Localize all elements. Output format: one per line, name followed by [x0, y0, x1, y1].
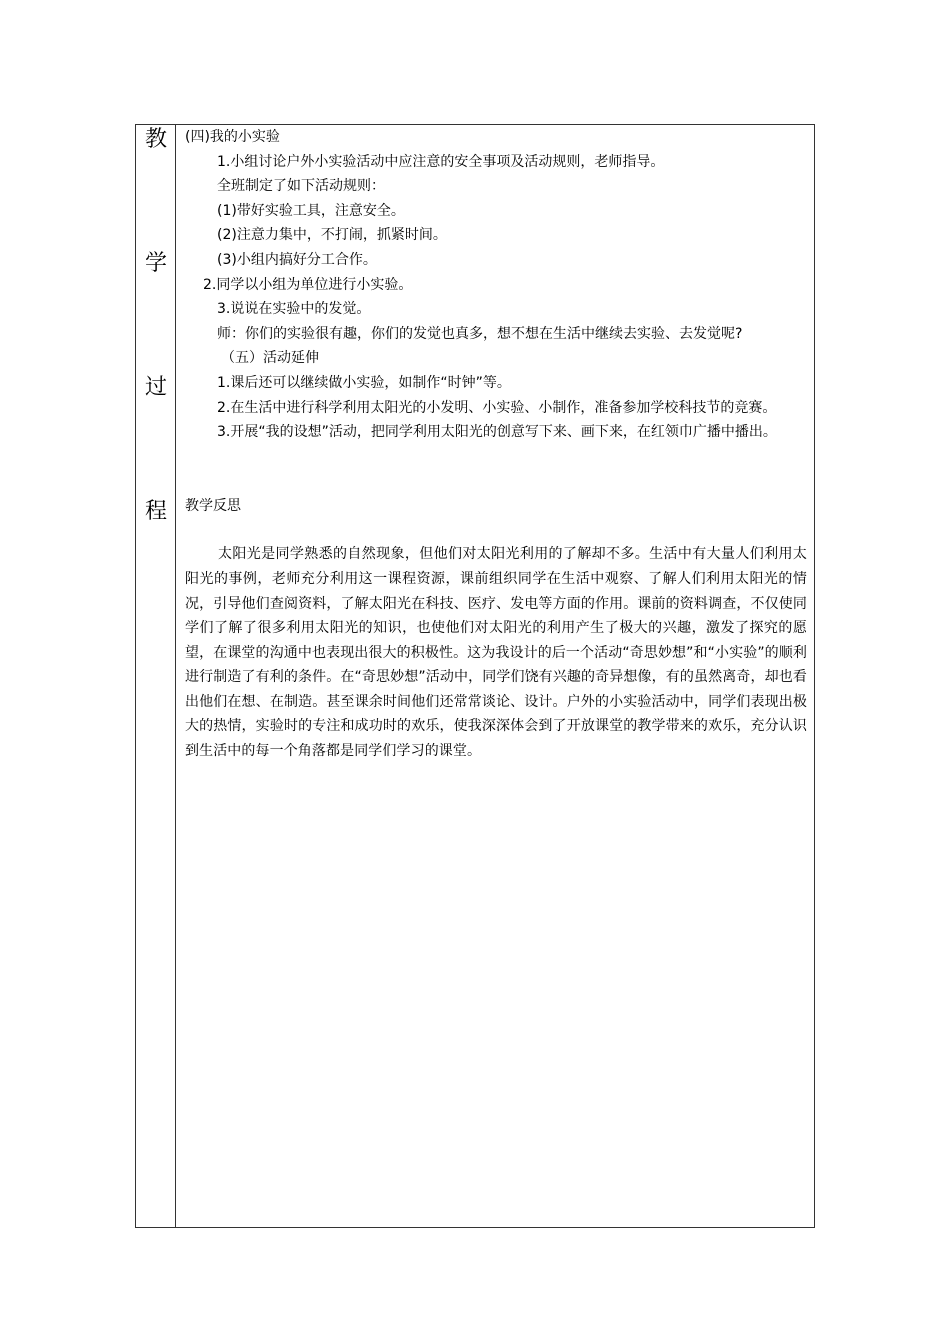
s5-item-3: 3.开展“我的设想”活动，把同学利用太阳光的创意写下来、画下来，在红领巾广播中播出。	[217, 424, 777, 441]
s4-item-2: 2.同学以小组为单位进行小实验。	[203, 276, 413, 293]
section-5-title: （五）活动延伸	[221, 350, 319, 367]
reflection-body: 太阳光是同学熟悉的自然现象，但他们对太阳光利用的了解却不多。生活中有大量人们利用太阳光的事例，老师充分利用这一课程资源，课前组织同学在生活中观察、了解人们利用太阳光的情况，引导他们查阅资料，了解太阳光在科技、医疗、发电等方面的作用。课前的资料调查，不仅使同学们了解了很多利用太阳光的知识，也使他们对太阳光的利用产生了极大的兴趣，激发了探究的愿望，在课堂的沟通中也表现出很大的积极性。这为我设计的后一个活动“奇思妙想”和“小实验”的顺利进行制造了有利的条件。在“奇思妙想”活动中，同学们饶有兴趣的奇异想像，有的虽然离奇，却也看出他们在想、在制造。甚至课余时间他们还常常谈论、设计。户外的小实验活动中，同学们表现出极大的热情，实验时的专注和成功时的欢乐，使我深深体会到了开放课堂的教学带来的欢乐，充分认识到生活中的每一个角落都是同学们学习的课堂。	[185, 546, 807, 760]
side-label-char: 教	[144, 127, 167, 152]
side-label-char: 程	[144, 499, 167, 524]
section-4-title: (四)我的小实验	[185, 129, 280, 145]
side-label-cell	[136, 125, 176, 1227]
lesson-table	[135, 124, 815, 1228]
content-cell	[185, 125, 807, 764]
s5-item-1: 1.课后还可以继续做小实验，如制作“时钟”等。	[217, 374, 511, 391]
s4-rule-1: (1)带好实验工具，注意安全。	[217, 202, 405, 219]
s4-item-1: 1.小组讨论户外小实验活动中应注意的安全事项及活动规则，老师指导。	[217, 153, 665, 170]
s5-item-2: 2.在生活中进行科学利用太阳光的小发明、小实验、小制作，准备参加学校科技节的竞赛。	[217, 399, 777, 416]
s4-rules-intro: 全班制定了如下活动规则：	[217, 178, 385, 195]
reflection-title: 教学反思	[185, 497, 241, 514]
side-label-char: 过	[144, 375, 167, 400]
s4-rule-2: (2)注意力集中，不打闹，抓紧时间。	[217, 227, 447, 244]
s4-item-3: 3.说说在实验中的发觉。	[217, 301, 371, 318]
s4-rule-3: (3)小组内搞好分工合作。	[217, 251, 377, 268]
s4-teacher-remark: 师：你们的实验很有趣，你们的发觉也真多，想不想在生活中继续去实验、去发觉呢?	[217, 325, 743, 342]
side-label-char: 学	[144, 251, 167, 276]
